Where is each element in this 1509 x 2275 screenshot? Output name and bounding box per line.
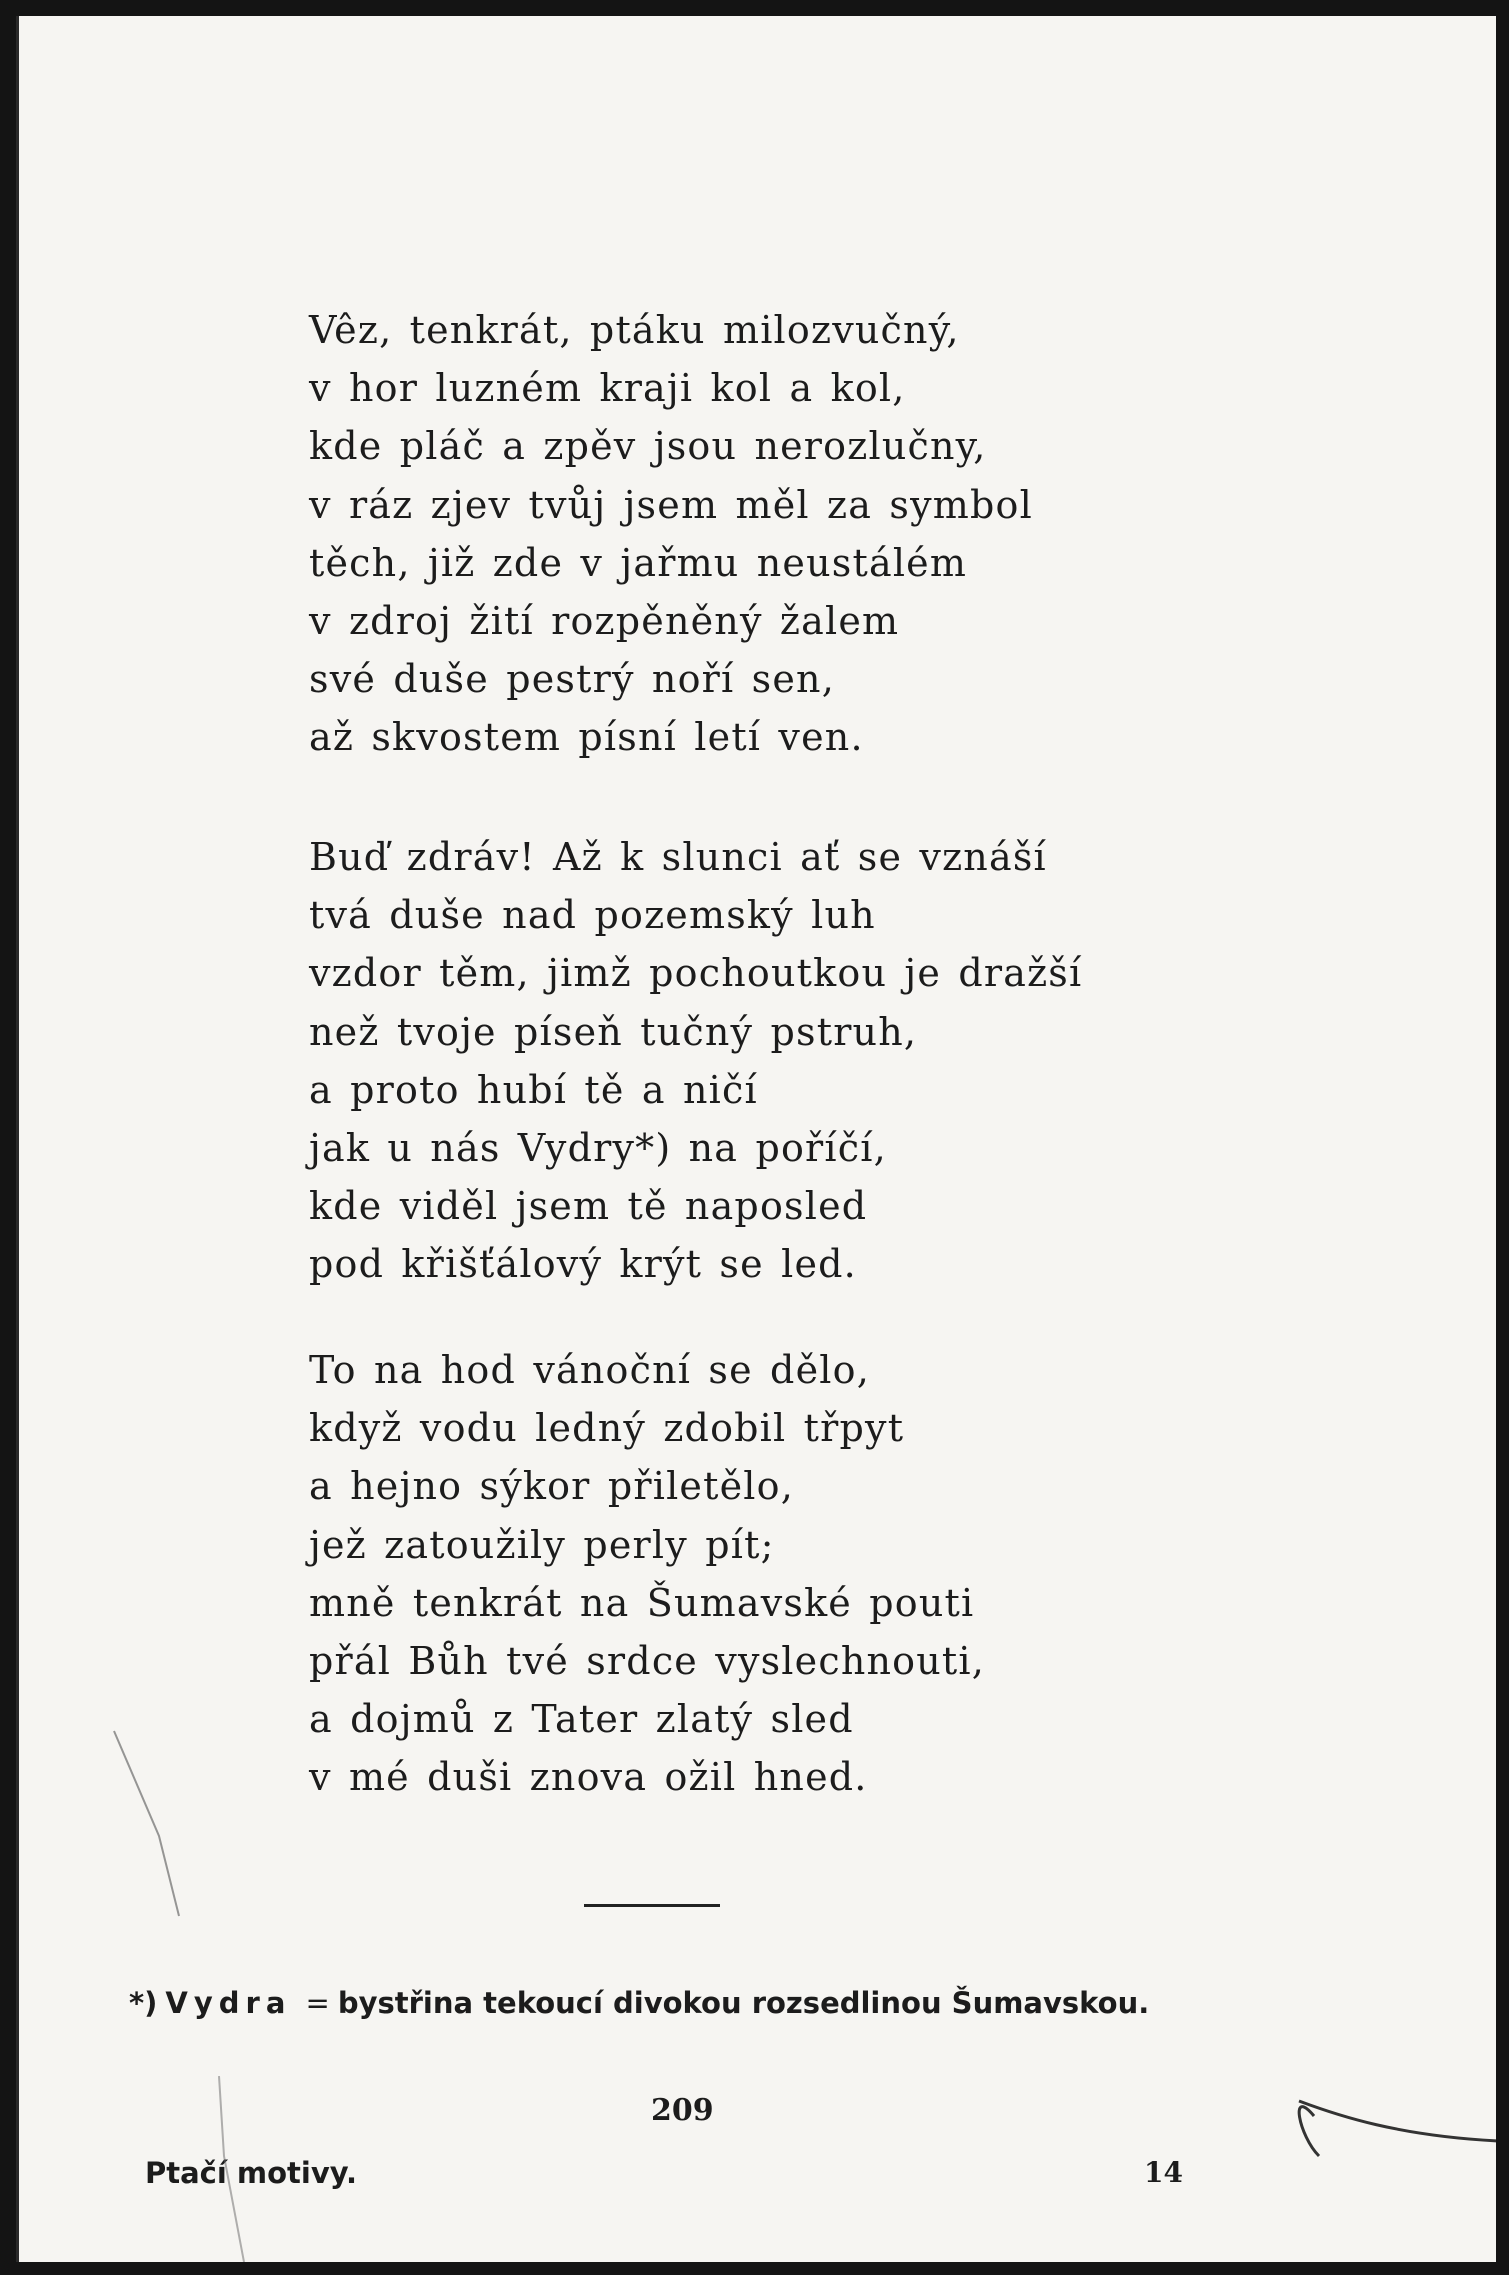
verse-line: než tvoje píseň tučný pstruh, (309, 1009, 918, 1054)
footnote (129, 1986, 1149, 2020)
footnote-divider (584, 1904, 720, 1907)
verse-line: v ráz zjev tvůj jsem měl za symbol (309, 482, 1033, 527)
footnote-term: Vydra (165, 1986, 292, 2020)
verse-line: jež zatoužily perly pít; (309, 1522, 775, 1567)
verse-line: tvá duše nad pozemský luh (309, 893, 876, 938)
poem-stanza-1 (309, 301, 1033, 767)
verse-line: až skvostem písní letí ven. (309, 715, 864, 760)
verse-line: kde viděl jsem tě naposled (309, 1184, 868, 1229)
verse-line: vzdor těm, jimž pochoutkou je dražší (309, 951, 1083, 996)
poem-stanza-3 (309, 1341, 985, 1807)
verse-line: a hejno sýkor přiletělo, (309, 1464, 794, 1509)
verse-line: když vodu ledný zdobil třpyt (309, 1406, 905, 1451)
verse-line: v zdroj žití rozpěněný žalem (309, 599, 900, 644)
verse-line: pod křišťálový krýt se led. (309, 1242, 857, 1287)
verse-line: mně tenkrát na Šumavské pouti (309, 1580, 975, 1625)
footnote-marker: *) (129, 1986, 158, 2020)
verse-line: kde pláč a zpěv jsou nerozlučny, (309, 424, 987, 469)
verse-line: Vêz, tenkrát, ptáku milozvučný, (309, 308, 960, 352)
verse-line: Buď zdráv! Až k slunci ať se vznáší (309, 835, 1047, 879)
verse-line: přál Bůh tvé srdce vyslechnouti, (309, 1639, 986, 1684)
verse-line: a proto hubí tě a ničí (309, 1067, 758, 1112)
verse-line: a dojmů z Tater zlatý sled (309, 1697, 854, 1742)
verse-line: své duše pestrý noří sen, (309, 657, 835, 702)
verse-line: jak u nás Vydry*) na poříčí, (309, 1126, 887, 1171)
book-page (16, 16, 1496, 2262)
verse-line: v hor luzném kraji kol a kol, (309, 366, 906, 411)
verse-line: v mé duši znova ožil hned. (309, 1755, 868, 1800)
footnote-definition: bystřina tekoucí divokou rozsedlinou Šumavskou. (337, 1986, 1150, 2020)
book-title: Ptačí motivy. (145, 2156, 358, 2190)
poem-stanza-2 (309, 828, 1082, 1294)
footnote-equals: = (305, 1986, 330, 2020)
signature-mark: 14 (1144, 2156, 1183, 2189)
verse-line: To na hod vánoční se dělo, (309, 1348, 870, 1392)
verse-line: těch, již zde v jařmu neustálém (309, 540, 968, 585)
page-number: 209 (651, 2093, 714, 2128)
